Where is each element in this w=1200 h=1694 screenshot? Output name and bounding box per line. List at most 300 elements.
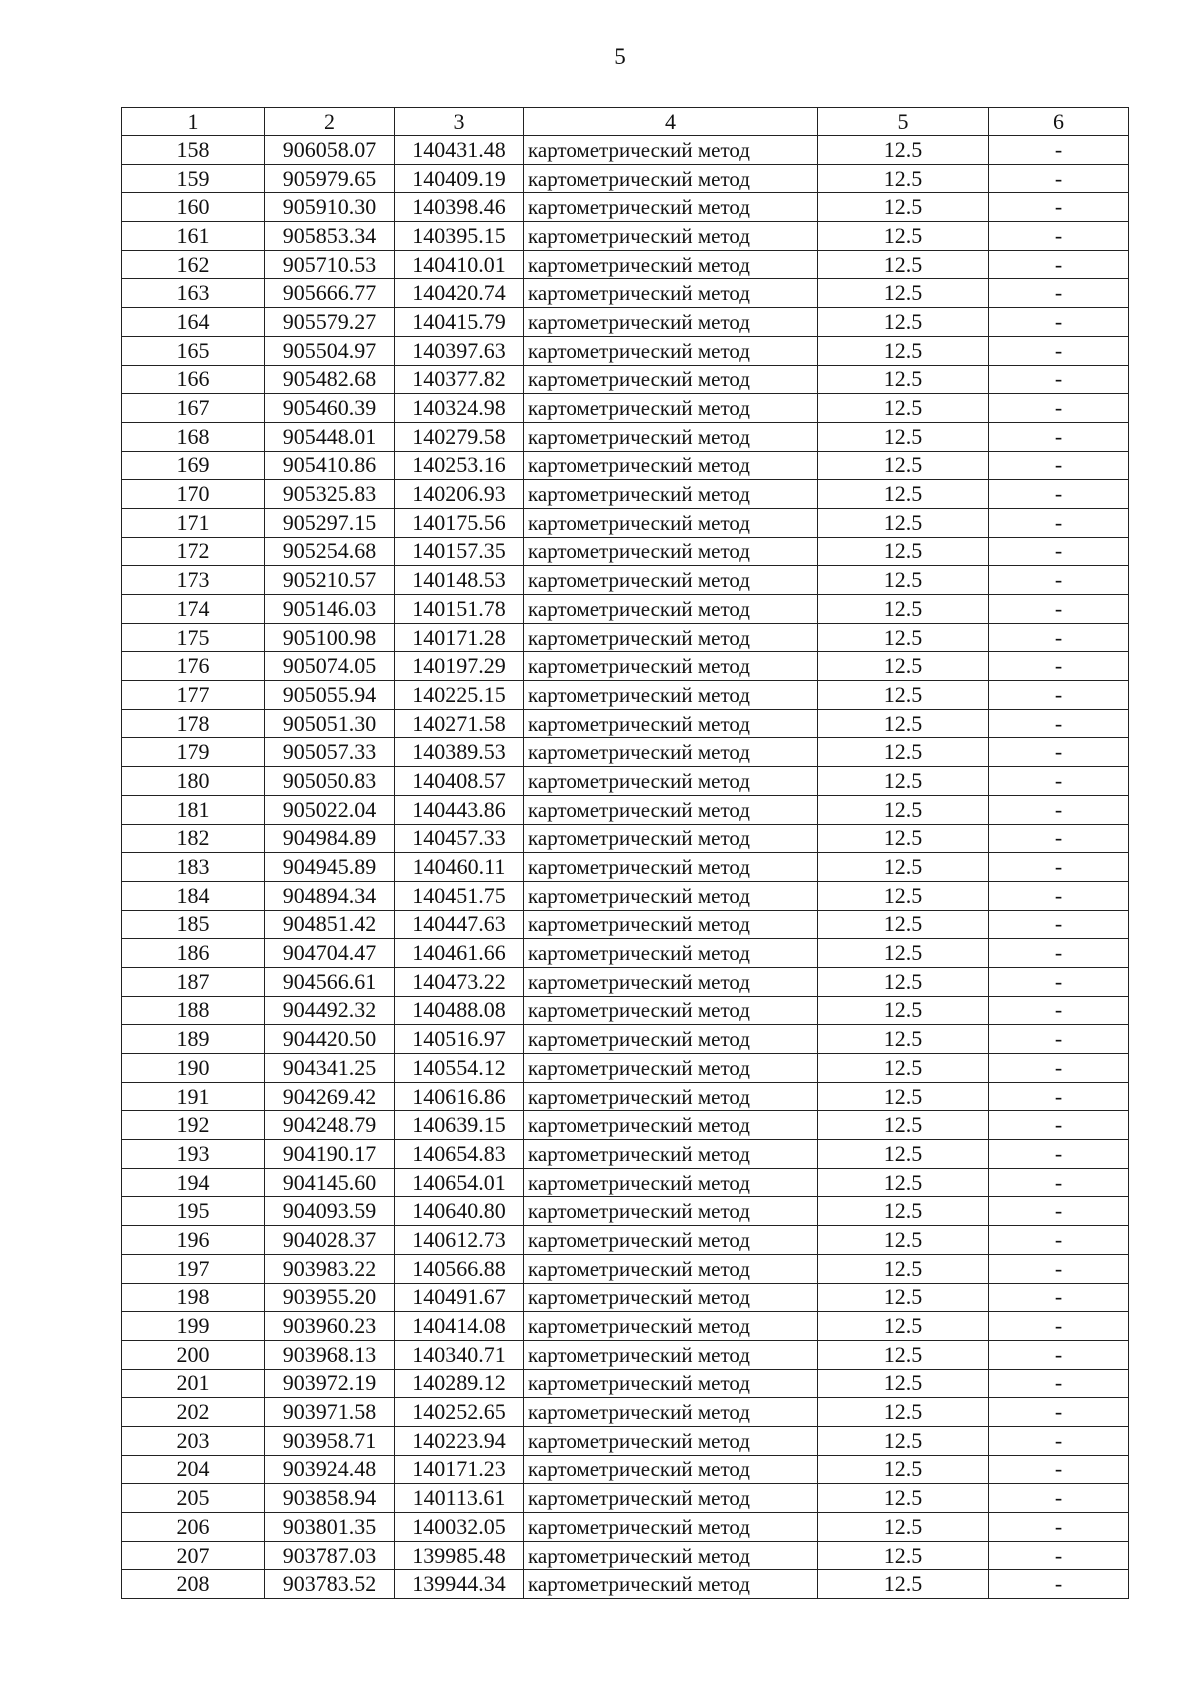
note-cell: - xyxy=(989,910,1129,939)
y-coordinate-cell: 140431.48 xyxy=(395,136,524,165)
x-coordinate-cell: 905504.97 xyxy=(265,336,395,365)
note-cell: - xyxy=(989,939,1129,968)
column-header-2: 2 xyxy=(265,108,395,136)
note-cell: - xyxy=(989,1513,1129,1542)
accuracy-cell: 12.5 xyxy=(818,881,989,910)
accuracy-cell: 12.5 xyxy=(818,336,989,365)
accuracy-cell: 12.5 xyxy=(818,508,989,537)
table-row xyxy=(122,1082,1129,1111)
x-coordinate-cell: 905050.83 xyxy=(265,767,395,796)
note-cell: - xyxy=(989,222,1129,251)
note-cell: - xyxy=(989,1054,1129,1083)
point-number-cell: 179 xyxy=(122,738,265,767)
method-cell: картометрический метод xyxy=(524,365,818,394)
table-row xyxy=(122,709,1129,738)
y-coordinate-cell: 140279.58 xyxy=(395,422,524,451)
method-cell: картометрический метод xyxy=(524,250,818,279)
method-cell: картометрический метод xyxy=(524,451,818,480)
point-number-cell: 183 xyxy=(122,853,265,882)
method-cell: картометрический метод xyxy=(524,1111,818,1140)
accuracy-cell: 12.5 xyxy=(818,595,989,624)
note-cell: - xyxy=(989,566,1129,595)
y-coordinate-cell: 140488.08 xyxy=(395,996,524,1025)
accuracy-cell: 12.5 xyxy=(818,939,989,968)
table-row xyxy=(122,967,1129,996)
method-cell: картометрический метод xyxy=(524,1168,818,1197)
note-cell: - xyxy=(989,279,1129,308)
y-coordinate-cell: 140460.11 xyxy=(395,853,524,882)
y-coordinate-cell: 140566.88 xyxy=(395,1254,524,1283)
method-cell: картометрический метод xyxy=(524,967,818,996)
method-cell: картометрический метод xyxy=(524,1398,818,1427)
note-cell: - xyxy=(989,1484,1129,1513)
x-coordinate-cell: 905482.68 xyxy=(265,365,395,394)
x-coordinate-cell: 905853.34 xyxy=(265,222,395,251)
x-coordinate-cell: 905051.30 xyxy=(265,709,395,738)
note-cell: - xyxy=(989,795,1129,824)
table-row xyxy=(122,738,1129,767)
method-cell: картометрический метод xyxy=(524,1513,818,1542)
x-coordinate-cell: 905910.30 xyxy=(265,193,395,222)
y-coordinate-cell: 140414.08 xyxy=(395,1312,524,1341)
accuracy-cell: 12.5 xyxy=(818,652,989,681)
table-row xyxy=(122,193,1129,222)
point-number-cell: 169 xyxy=(122,451,265,480)
table-row xyxy=(122,1312,1129,1341)
point-number-cell: 186 xyxy=(122,939,265,968)
method-cell: картометрический метод xyxy=(524,1340,818,1369)
point-number-cell: 196 xyxy=(122,1226,265,1255)
point-number-cell: 173 xyxy=(122,566,265,595)
point-number-cell: 195 xyxy=(122,1197,265,1226)
y-coordinate-cell: 140340.71 xyxy=(395,1340,524,1369)
x-coordinate-cell: 904492.32 xyxy=(265,996,395,1025)
table-row xyxy=(122,652,1129,681)
table-row xyxy=(122,1226,1129,1255)
table-row xyxy=(122,881,1129,910)
y-coordinate-cell: 139985.48 xyxy=(395,1541,524,1570)
x-coordinate-cell: 903983.22 xyxy=(265,1254,395,1283)
y-coordinate-cell: 140516.97 xyxy=(395,1025,524,1054)
method-cell: картометрический метод xyxy=(524,1054,818,1083)
point-number-cell: 204 xyxy=(122,1455,265,1484)
method-cell: картометрический метод xyxy=(524,1226,818,1255)
accuracy-cell: 12.5 xyxy=(818,767,989,796)
table-row xyxy=(122,1025,1129,1054)
y-coordinate-cell: 140223.94 xyxy=(395,1426,524,1455)
y-coordinate-cell: 140324.98 xyxy=(395,394,524,423)
accuracy-cell: 12.5 xyxy=(818,1484,989,1513)
note-cell: - xyxy=(989,537,1129,566)
x-coordinate-cell: 905100.98 xyxy=(265,623,395,652)
x-coordinate-cell: 905710.53 xyxy=(265,250,395,279)
y-coordinate-cell: 140032.05 xyxy=(395,1513,524,1542)
accuracy-cell: 12.5 xyxy=(818,537,989,566)
method-cell: картометрический метод xyxy=(524,480,818,509)
x-coordinate-cell: 903801.35 xyxy=(265,1513,395,1542)
point-number-cell: 159 xyxy=(122,164,265,193)
y-coordinate-cell: 140271.58 xyxy=(395,709,524,738)
y-coordinate-cell: 140253.16 xyxy=(395,451,524,480)
method-cell: картометрический метод xyxy=(524,681,818,710)
accuracy-cell: 12.5 xyxy=(818,566,989,595)
table-row xyxy=(122,1541,1129,1570)
y-coordinate-cell: 140457.33 xyxy=(395,824,524,853)
point-number-cell: 206 xyxy=(122,1513,265,1542)
x-coordinate-cell: 905979.65 xyxy=(265,164,395,193)
y-coordinate-cell: 140289.12 xyxy=(395,1369,524,1398)
table-row xyxy=(122,1513,1129,1542)
method-cell: картометрический метод xyxy=(524,795,818,824)
method-cell: картометрический метод xyxy=(524,537,818,566)
accuracy-cell: 12.5 xyxy=(818,394,989,423)
method-cell: картометрический метод xyxy=(524,222,818,251)
y-coordinate-cell: 140377.82 xyxy=(395,365,524,394)
x-coordinate-cell: 905460.39 xyxy=(265,394,395,423)
accuracy-cell: 12.5 xyxy=(818,853,989,882)
method-cell: картометрический метод xyxy=(524,595,818,624)
point-number-cell: 187 xyxy=(122,967,265,996)
table-row xyxy=(122,1168,1129,1197)
method-cell: картометрический метод xyxy=(524,767,818,796)
x-coordinate-cell: 904269.42 xyxy=(265,1082,395,1111)
y-coordinate-cell: 140420.74 xyxy=(395,279,524,308)
table-row xyxy=(122,996,1129,1025)
note-cell: - xyxy=(989,1426,1129,1455)
accuracy-cell: 12.5 xyxy=(818,1426,989,1455)
accuracy-cell: 12.5 xyxy=(818,1082,989,1111)
method-cell: картометрический метод xyxy=(524,853,818,882)
note-cell: - xyxy=(989,1570,1129,1599)
table-row xyxy=(122,824,1129,853)
y-coordinate-cell: 140397.63 xyxy=(395,336,524,365)
accuracy-cell: 12.5 xyxy=(818,1340,989,1369)
accuracy-cell: 12.5 xyxy=(818,1312,989,1341)
point-number-cell: 170 xyxy=(122,480,265,509)
y-coordinate-cell: 140451.75 xyxy=(395,881,524,910)
note-cell: - xyxy=(989,824,1129,853)
accuracy-cell: 12.5 xyxy=(818,1398,989,1427)
accuracy-cell: 12.5 xyxy=(818,1541,989,1570)
table-row xyxy=(122,164,1129,193)
accuracy-cell: 12.5 xyxy=(818,279,989,308)
method-cell: картометрический метод xyxy=(524,1484,818,1513)
accuracy-cell: 12.5 xyxy=(818,824,989,853)
table-header-row xyxy=(122,108,1129,136)
point-number-cell: 161 xyxy=(122,222,265,251)
point-number-cell: 194 xyxy=(122,1168,265,1197)
note-cell: - xyxy=(989,1541,1129,1570)
x-coordinate-cell: 904093.59 xyxy=(265,1197,395,1226)
note-cell: - xyxy=(989,136,1129,165)
note-cell: - xyxy=(989,1398,1129,1427)
point-number-cell: 160 xyxy=(122,193,265,222)
note-cell: - xyxy=(989,1283,1129,1312)
accuracy-cell: 12.5 xyxy=(818,451,989,480)
table-row xyxy=(122,1140,1129,1169)
accuracy-cell: 12.5 xyxy=(818,996,989,1025)
page-number: 5 xyxy=(614,44,626,69)
method-cell: картометрический метод xyxy=(524,1541,818,1570)
point-number-cell: 181 xyxy=(122,795,265,824)
column-header-5: 5 xyxy=(818,108,989,136)
point-number-cell: 201 xyxy=(122,1369,265,1398)
method-cell: картометрический метод xyxy=(524,738,818,767)
table-row xyxy=(122,1197,1129,1226)
table-row xyxy=(122,422,1129,451)
x-coordinate-cell: 904704.47 xyxy=(265,939,395,968)
note-cell: - xyxy=(989,1140,1129,1169)
point-number-cell: 180 xyxy=(122,767,265,796)
accuracy-cell: 12.5 xyxy=(818,365,989,394)
table-row xyxy=(122,1283,1129,1312)
x-coordinate-cell: 905146.03 xyxy=(265,595,395,624)
note-cell: - xyxy=(989,853,1129,882)
accuracy-cell: 12.5 xyxy=(818,480,989,509)
accuracy-cell: 12.5 xyxy=(818,910,989,939)
point-number-cell: 164 xyxy=(122,308,265,337)
point-number-cell: 176 xyxy=(122,652,265,681)
y-coordinate-cell: 140447.63 xyxy=(395,910,524,939)
x-coordinate-cell: 905297.15 xyxy=(265,508,395,537)
table-row xyxy=(122,1426,1129,1455)
method-cell: картометрический метод xyxy=(524,881,818,910)
point-number-cell: 198 xyxy=(122,1283,265,1312)
y-coordinate-cell: 140389.53 xyxy=(395,738,524,767)
x-coordinate-cell: 903783.52 xyxy=(265,1570,395,1599)
point-number-cell: 184 xyxy=(122,881,265,910)
point-number-cell: 188 xyxy=(122,996,265,1025)
x-coordinate-cell: 904190.17 xyxy=(265,1140,395,1169)
table-row xyxy=(122,1254,1129,1283)
coordinates-table xyxy=(121,107,1129,1599)
y-coordinate-cell: 140398.46 xyxy=(395,193,524,222)
accuracy-cell: 12.5 xyxy=(818,1226,989,1255)
method-cell: картометрический метод xyxy=(524,910,818,939)
y-coordinate-cell: 140409.19 xyxy=(395,164,524,193)
y-coordinate-cell: 140157.35 xyxy=(395,537,524,566)
accuracy-cell: 12.5 xyxy=(818,1054,989,1083)
method-cell: картометрический метод xyxy=(524,1082,818,1111)
note-cell: - xyxy=(989,709,1129,738)
table-body xyxy=(122,136,1129,1599)
x-coordinate-cell: 905325.83 xyxy=(265,480,395,509)
y-coordinate-cell: 140415.79 xyxy=(395,308,524,337)
y-coordinate-cell: 140491.67 xyxy=(395,1283,524,1312)
note-cell: - xyxy=(989,394,1129,423)
accuracy-cell: 12.5 xyxy=(818,164,989,193)
note-cell: - xyxy=(989,164,1129,193)
column-header-3: 3 xyxy=(395,108,524,136)
note-cell: - xyxy=(989,881,1129,910)
x-coordinate-cell: 904851.42 xyxy=(265,910,395,939)
table-row xyxy=(122,365,1129,394)
table-row xyxy=(122,566,1129,595)
note-cell: - xyxy=(989,451,1129,480)
accuracy-cell: 12.5 xyxy=(818,250,989,279)
accuracy-cell: 12.5 xyxy=(818,738,989,767)
point-number-cell: 175 xyxy=(122,623,265,652)
note-cell: - xyxy=(989,681,1129,710)
x-coordinate-cell: 905022.04 xyxy=(265,795,395,824)
accuracy-cell: 12.5 xyxy=(818,623,989,652)
method-cell: картометрический метод xyxy=(524,1455,818,1484)
method-cell: картометрический метод xyxy=(524,824,818,853)
point-number-cell: 168 xyxy=(122,422,265,451)
table-row xyxy=(122,767,1129,796)
method-cell: картометрический метод xyxy=(524,1312,818,1341)
note-cell: - xyxy=(989,422,1129,451)
y-coordinate-cell: 140408.57 xyxy=(395,767,524,796)
x-coordinate-cell: 905057.33 xyxy=(265,738,395,767)
method-cell: картометрический метод xyxy=(524,279,818,308)
x-coordinate-cell: 904566.61 xyxy=(265,967,395,996)
y-coordinate-cell: 140654.83 xyxy=(395,1140,524,1169)
table-row xyxy=(122,1398,1129,1427)
table-row xyxy=(122,480,1129,509)
table-row xyxy=(122,336,1129,365)
note-cell: - xyxy=(989,1197,1129,1226)
method-cell: картометрический метод xyxy=(524,566,818,595)
note-cell: - xyxy=(989,1082,1129,1111)
table-row xyxy=(122,910,1129,939)
method-cell: картометрический метод xyxy=(524,136,818,165)
point-number-cell: 166 xyxy=(122,365,265,394)
point-number-cell: 185 xyxy=(122,910,265,939)
accuracy-cell: 12.5 xyxy=(818,1513,989,1542)
x-coordinate-cell: 904945.89 xyxy=(265,853,395,882)
point-number-cell: 177 xyxy=(122,681,265,710)
table-row xyxy=(122,1111,1129,1140)
y-coordinate-cell: 140443.86 xyxy=(395,795,524,824)
x-coordinate-cell: 905210.57 xyxy=(265,566,395,595)
note-cell: - xyxy=(989,767,1129,796)
table-row xyxy=(122,136,1129,165)
method-cell: картометрический метод xyxy=(524,652,818,681)
table-row xyxy=(122,537,1129,566)
y-coordinate-cell: 140225.15 xyxy=(395,681,524,710)
y-coordinate-cell: 140640.80 xyxy=(395,1197,524,1226)
point-number-cell: 190 xyxy=(122,1054,265,1083)
y-coordinate-cell: 140554.12 xyxy=(395,1054,524,1083)
y-coordinate-cell: 140616.86 xyxy=(395,1082,524,1111)
x-coordinate-cell: 904341.25 xyxy=(265,1054,395,1083)
table-row xyxy=(122,623,1129,652)
point-number-cell: 174 xyxy=(122,595,265,624)
method-cell: картометрический метод xyxy=(524,193,818,222)
table-row xyxy=(122,451,1129,480)
point-number-cell: 199 xyxy=(122,1312,265,1341)
column-header-1: 1 xyxy=(122,108,265,136)
point-number-cell: 171 xyxy=(122,508,265,537)
x-coordinate-cell: 903960.23 xyxy=(265,1312,395,1341)
method-cell: картометрический метод xyxy=(524,1197,818,1226)
accuracy-cell: 12.5 xyxy=(818,1283,989,1312)
table-row xyxy=(122,1340,1129,1369)
accuracy-cell: 12.5 xyxy=(818,136,989,165)
method-cell: картометрический метод xyxy=(524,1283,818,1312)
x-coordinate-cell: 903968.13 xyxy=(265,1340,395,1369)
method-cell: картометрический метод xyxy=(524,939,818,968)
x-coordinate-cell: 905579.27 xyxy=(265,308,395,337)
accuracy-cell: 12.5 xyxy=(818,709,989,738)
x-coordinate-cell: 905410.86 xyxy=(265,451,395,480)
note-cell: - xyxy=(989,1168,1129,1197)
accuracy-cell: 12.5 xyxy=(818,795,989,824)
table-row xyxy=(122,681,1129,710)
point-number-cell: 193 xyxy=(122,1140,265,1169)
accuracy-cell: 12.5 xyxy=(818,1168,989,1197)
note-cell: - xyxy=(989,1254,1129,1283)
method-cell: картометрический метод xyxy=(524,308,818,337)
x-coordinate-cell: 903787.03 xyxy=(265,1541,395,1570)
method-cell: картометрический метод xyxy=(524,422,818,451)
method-cell: картометрический метод xyxy=(524,336,818,365)
x-coordinate-cell: 905448.01 xyxy=(265,422,395,451)
y-coordinate-cell: 140197.29 xyxy=(395,652,524,681)
table-row xyxy=(122,308,1129,337)
table-row xyxy=(122,250,1129,279)
column-header-6: 6 xyxy=(989,108,1129,136)
accuracy-cell: 12.5 xyxy=(818,1197,989,1226)
note-cell: - xyxy=(989,967,1129,996)
x-coordinate-cell: 903971.58 xyxy=(265,1398,395,1427)
point-number-cell: 158 xyxy=(122,136,265,165)
point-number-cell: 203 xyxy=(122,1426,265,1455)
x-coordinate-cell: 903955.20 xyxy=(265,1283,395,1312)
method-cell: картометрический метод xyxy=(524,709,818,738)
table-row xyxy=(122,394,1129,423)
accuracy-cell: 12.5 xyxy=(818,1369,989,1398)
x-coordinate-cell: 906058.07 xyxy=(265,136,395,165)
note-cell: - xyxy=(989,738,1129,767)
note-cell: - xyxy=(989,365,1129,394)
x-coordinate-cell: 904145.60 xyxy=(265,1168,395,1197)
accuracy-cell: 12.5 xyxy=(818,1025,989,1054)
y-coordinate-cell: 140171.23 xyxy=(395,1455,524,1484)
point-number-cell: 200 xyxy=(122,1340,265,1369)
table-row xyxy=(122,1455,1129,1484)
point-number-cell: 189 xyxy=(122,1025,265,1054)
table-row xyxy=(122,939,1129,968)
x-coordinate-cell: 903958.71 xyxy=(265,1426,395,1455)
note-cell: - xyxy=(989,1111,1129,1140)
note-cell: - xyxy=(989,336,1129,365)
x-coordinate-cell: 905055.94 xyxy=(265,681,395,710)
note-cell: - xyxy=(989,193,1129,222)
accuracy-cell: 12.5 xyxy=(818,1254,989,1283)
table-row xyxy=(122,795,1129,824)
y-coordinate-cell: 140473.22 xyxy=(395,967,524,996)
y-coordinate-cell: 140148.53 xyxy=(395,566,524,595)
y-coordinate-cell: 140639.15 xyxy=(395,1111,524,1140)
method-cell: картометрический метод xyxy=(524,394,818,423)
table-row xyxy=(122,222,1129,251)
point-number-cell: 208 xyxy=(122,1570,265,1599)
method-cell: картометрический метод xyxy=(524,1369,818,1398)
table-row xyxy=(122,595,1129,624)
note-cell: - xyxy=(989,623,1129,652)
y-coordinate-cell: 140395.15 xyxy=(395,222,524,251)
x-coordinate-cell: 904420.50 xyxy=(265,1025,395,1054)
note-cell: - xyxy=(989,652,1129,681)
y-coordinate-cell: 140113.61 xyxy=(395,1484,524,1513)
note-cell: - xyxy=(989,1025,1129,1054)
table-row xyxy=(122,1484,1129,1513)
table-row xyxy=(122,508,1129,537)
y-coordinate-cell: 139944.34 xyxy=(395,1570,524,1599)
note-cell: - xyxy=(989,308,1129,337)
